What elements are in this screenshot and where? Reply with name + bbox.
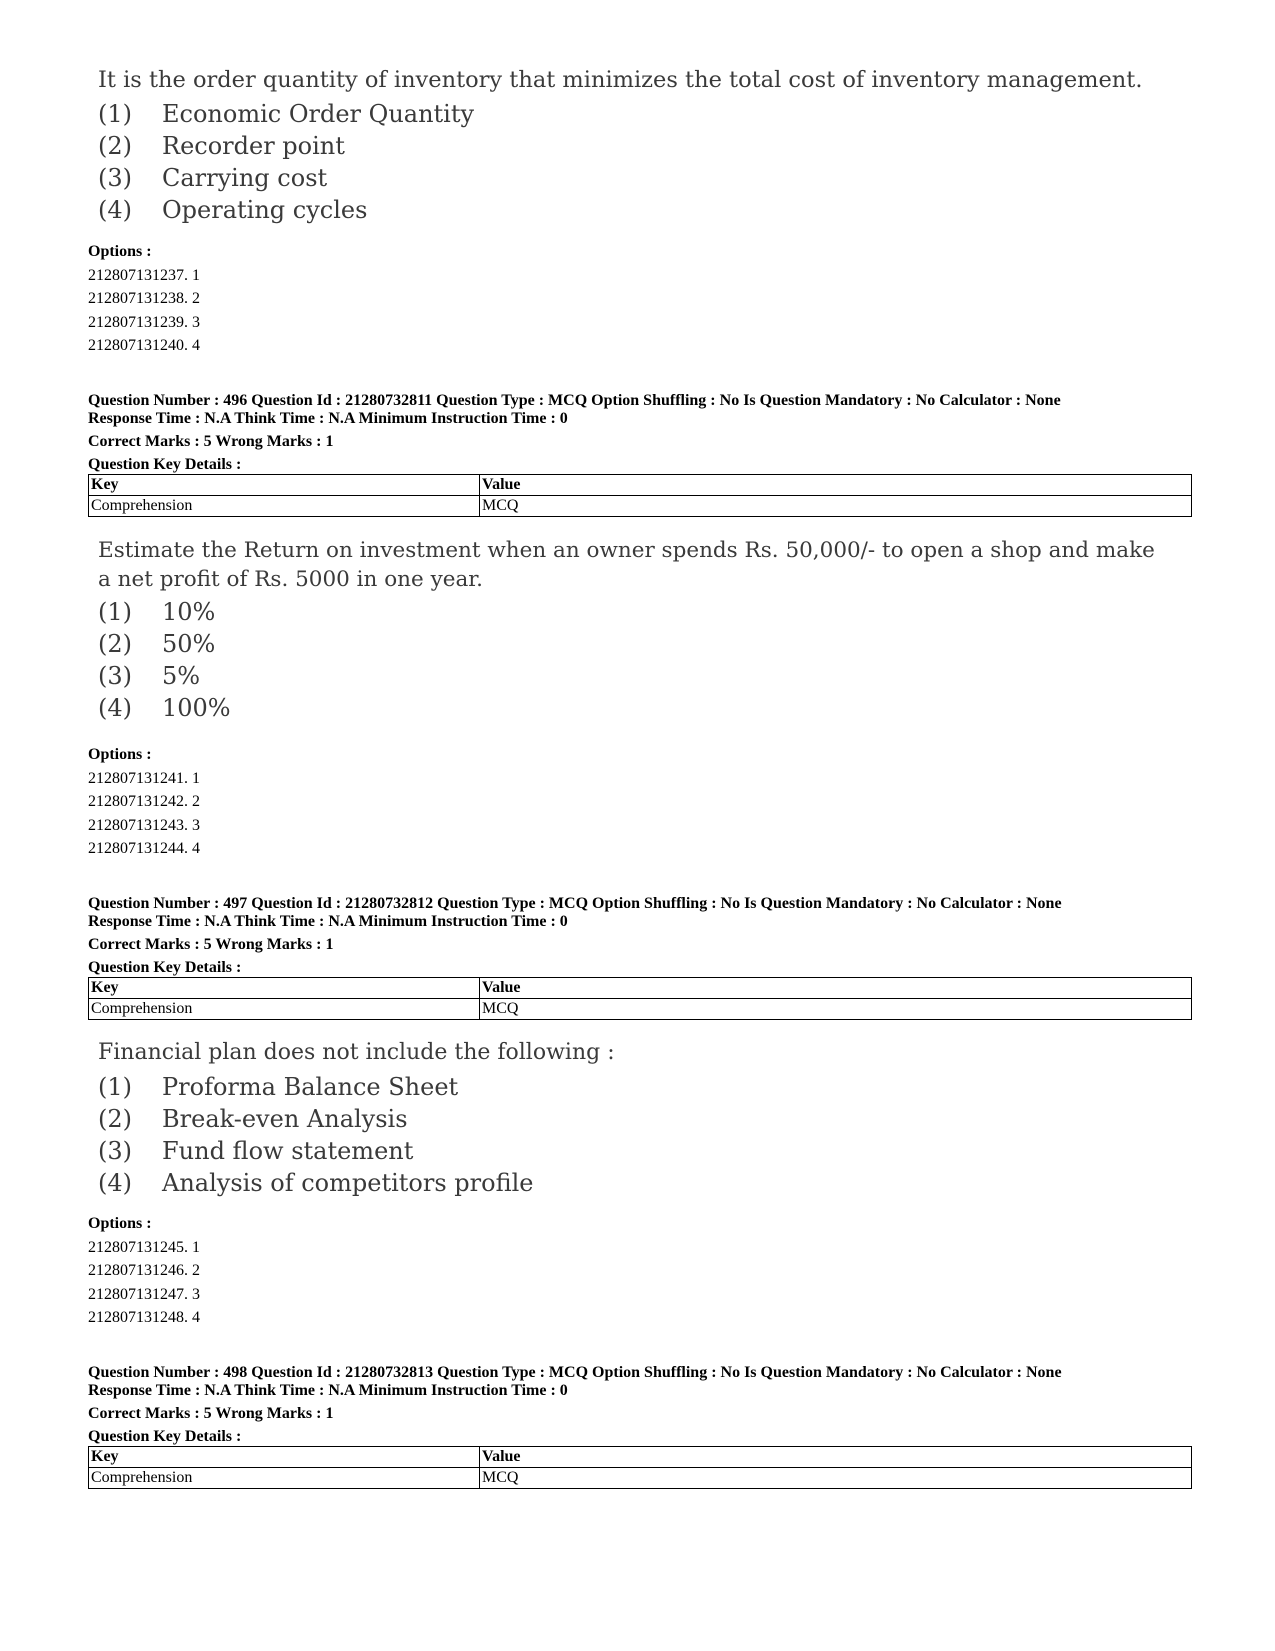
marks-info: Correct Marks : 5 Wrong Marks : 1	[88, 936, 334, 953]
timing-info: Response Time : N.A Think Time : N.A Minimum Instruction Time : 0	[88, 913, 568, 930]
choice-2: (2) Recorder point	[98, 132, 345, 160]
choice-2: (2) 50%	[98, 630, 216, 658]
option-item: 212807131238. 2	[88, 290, 200, 307]
options-label: Options :	[88, 243, 152, 260]
options-label: Options :	[88, 746, 152, 763]
question-info: Question Number : 497 Question Id : 21280732812 Question Type : MCQ Option Shuffling : No Is Question Mandatory : No Calculator : None	[88, 895, 1062, 912]
table-header-row: Key Value	[89, 978, 1192, 999]
marks-info: Correct Marks : 5 Wrong Marks : 1	[88, 433, 334, 450]
question-496-image	[98, 536, 1155, 724]
question-stem: It is the order quantity of inventory that minimizes the total cost of inventory management.	[98, 67, 1143, 93]
option-item: 212807131243. 3	[88, 816, 200, 834]
choice-3: (3) 5%	[98, 662, 201, 690]
choice-4: (4) 100%	[98, 694, 231, 722]
option-item: 212807131242. 2	[88, 793, 200, 810]
table-header-row: Key Value	[89, 475, 1192, 496]
choice-3: (3) Carrying cost	[98, 164, 328, 192]
choice-1: (1) 10%	[98, 598, 216, 626]
question-498-meta	[88, 1364, 1188, 1446]
choice-1: (1) Economic Order Quantity	[98, 100, 475, 128]
timing-info: Response Time : N.A Think Time : N.A Minimum Instruction Time : 0	[88, 410, 568, 427]
marks-info: Correct Marks : 5 Wrong Marks : 1	[88, 1405, 334, 1422]
question-497-image	[98, 1037, 615, 1199]
choice-1: (1) Proforma Balance Sheet	[98, 1073, 459, 1101]
question-info: Question Number : 496 Question Id : 21280732811 Question Type : MCQ Option Shuffling : No Is Question Mandatory : No Calculator : None	[88, 392, 1061, 409]
key-details-label: Question Key Details :	[88, 1428, 242, 1445]
table-row: Comprehension MCQ	[89, 999, 1192, 1020]
option-item: 212807131245. 1	[88, 1238, 200, 1256]
option-item: 212807131248. 4	[88, 1309, 200, 1326]
question-495-image	[98, 64, 1142, 226]
table-row: Comprehension MCQ	[89, 1468, 1192, 1489]
key-details-table-496	[88, 474, 1192, 517]
question-497-meta	[88, 895, 1188, 977]
options-list-496	[88, 743, 200, 861]
key-details-label: Question Key Details :	[88, 959, 242, 976]
question-stem: Financial plan does not include the following :	[98, 1040, 615, 1065]
key-details-table-497	[88, 977, 1192, 1020]
choice-3: (3) Fund flow statement	[98, 1137, 414, 1165]
option-item: 212807131241. 1	[88, 769, 200, 787]
option-item: 212807131244. 4	[88, 840, 200, 857]
key-details-label: Question Key Details :	[88, 456, 242, 473]
table-row: Comprehension MCQ	[89, 496, 1192, 517]
option-item: 212807131246. 2	[88, 1262, 200, 1279]
question-stem: Estimate the Return on investment when an owner spends Rs. 50,000/- to open a shop and make	[98, 538, 1155, 563]
timing-info: Response Time : N.A Think Time : N.A Minimum Instruction Time : 0	[88, 1382, 568, 1399]
choice-4: (4) Operating cycles	[98, 196, 368, 224]
table-header-row: Key Value	[89, 1447, 1192, 1468]
options-label: Options :	[88, 1215, 152, 1232]
option-item: 212807131239. 3	[88, 313, 200, 331]
question-info: Question Number : 498 Question Id : 21280732813 Question Type : MCQ Option Shuffling : No Is Question Mandatory : No Calculator : None	[88, 1364, 1062, 1381]
option-item: 212807131237. 1	[88, 266, 200, 284]
choice-2: (2) Break-even Analysis	[98, 1105, 408, 1133]
key-details-table-498	[88, 1446, 1192, 1489]
question-496-meta	[88, 392, 1188, 474]
options-list-497	[88, 1212, 200, 1330]
option-item: 212807131240. 4	[88, 337, 200, 354]
options-list-495	[88, 240, 200, 358]
choice-4: (4) Analysis of competitors profile	[98, 1169, 534, 1197]
question-stem-continued: a net profit of Rs. 5000 in one year.	[98, 567, 484, 592]
option-item: 212807131247. 3	[88, 1285, 200, 1303]
